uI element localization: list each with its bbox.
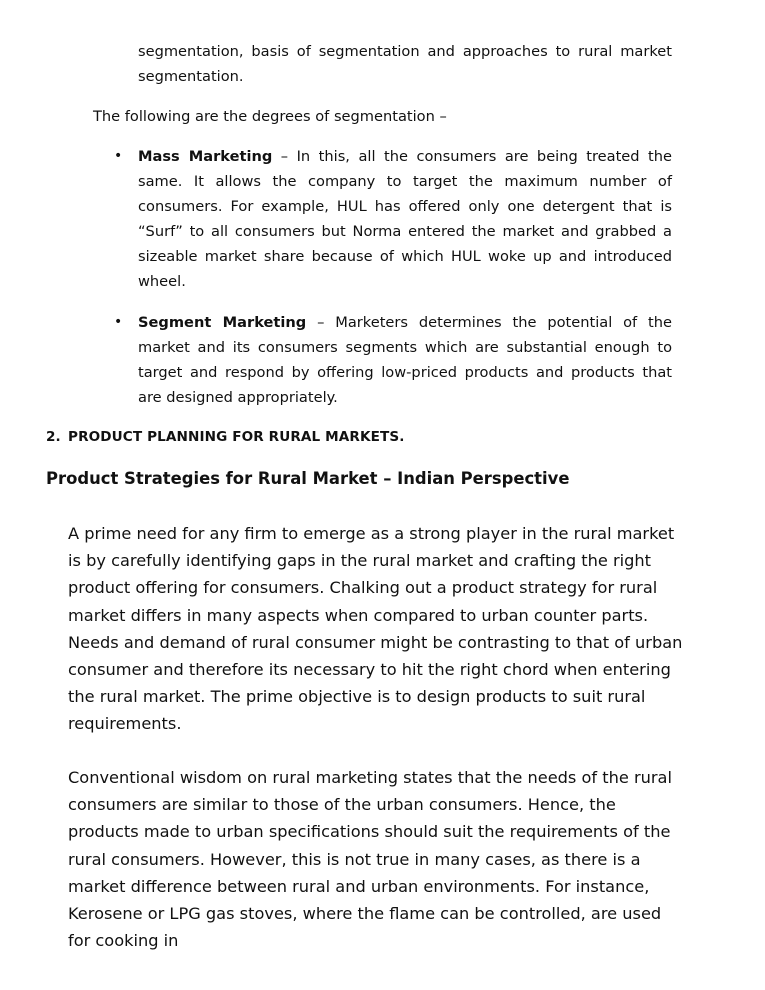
list-item-term: Segment Marketing: [138, 314, 307, 331]
bullet-icon: •: [114, 314, 123, 330]
section-number: 2.: [46, 429, 61, 445]
continued-paragraph: segmentation, basis of segmentation and approaches to rural market segmentation.: [138, 43, 672, 85]
list-item-text: [138, 144, 672, 294]
list-item-text: [138, 310, 672, 410]
section-title: PRODUCT PLANNING FOR RURAL MARKETS.: [68, 429, 405, 445]
body-paragraph: A prime need for any firm to emerge as a strong player in the rural market is by carefully identifying gaps in the rural market and crafting the right product offering for consumers. Chalking out a product strategy for rural market differs in many aspects when compared to urban counter parts. Needs and demand of rural consumer might be contrasting to that of urban consumer and therefore its necessary to hit the right chord when entering the rural market. The prime objective is to design products to suit rural requirements.: [68, 524, 683, 734]
list-item-description: – Marketers determines the potential of the market and its consumers segments which are substantial enough to target and respond by offering low-priced products and products that are designed appropriately.: [138, 314, 672, 406]
list-item-description: – In this, all the consumers are being treated the same. It allows the company to target the maximum number of consumers. For example, HUL has offered only one detergent that is “Surf” to all consumers but Norma entered the market and grabbed a sizeable market share because of which HUL woke up and introduced wheel.: [138, 148, 672, 290]
body-paragraph: Conventional wisdom on rural marketing states that the needs of the rural consumers are similar to those of the urban consumers. Hence, the products made to urban specifications should suit the requirements of the rural consumers. However, this is not true in many cases, as there is a market difference between rural and urban environments. For instance, Kerosene or LPG gas stoves, where the flame can be controlled, are used for cooking in: [68, 768, 672, 951]
subheading: Product Strategies for Rural Market – Indian Perspective: [46, 469, 570, 488]
list-item-term: Mass Marketing: [138, 148, 273, 165]
section-heading: [46, 427, 405, 447]
degrees-intro: The following are the degrees of segmentation –: [93, 108, 447, 125]
bullet-icon: •: [114, 148, 123, 164]
